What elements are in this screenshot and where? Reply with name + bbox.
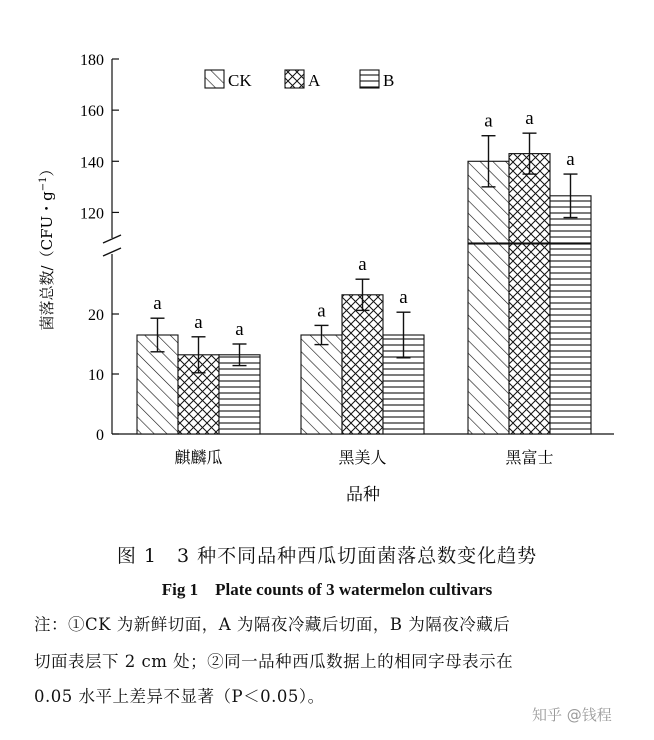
significance-label: a [399,287,408,309]
y-axis [103,59,121,434]
legend-item [360,70,394,90]
y-tick-label: 0 [96,427,104,444]
bars [137,108,591,434]
legend [205,70,394,90]
significance-label: a [566,149,575,171]
y-tick-label: 120 [80,205,104,223]
x-tick-labels [174,448,553,467]
figure-caption-chinese: 图 1 3 种不同品种西瓜切面菌落总数变化趋势 [116,545,538,567]
note-line-2: 切面表层下 2 cm 处；②同一品种西瓜数据上的相同字母表示在 [34,652,514,671]
significance-label: a [525,108,534,130]
legend-swatch [285,70,304,88]
y-axis-label: 菌落总数/（CFU・$g^{-1}$） [38,161,56,331]
bar [219,355,260,434]
legend-swatch [360,70,379,88]
bar-lower-part [468,244,509,434]
bar [342,295,383,434]
significance-label: a [484,110,493,132]
legend-item [285,70,321,90]
y-tick-label: 160 [80,103,104,121]
bar-lower-part [550,244,591,434]
y-tick-label: 180 [80,52,104,69]
note-line-1: 注：①CK 为新鲜切面，A 为隔夜冷藏后切面，B 为隔夜冷藏后 [34,615,511,634]
y-tick-label: 10 [88,367,104,384]
x-tick-label: 麒麟瓜 [174,448,223,467]
x-tick-label: 黑美人 [338,448,387,467]
legend-swatch [205,70,224,88]
significance-label: a [153,293,162,315]
y-tick-label: 20 [88,307,104,324]
x-tick-label: 黑富士 [505,448,554,467]
significance-label: a [358,254,367,276]
legend-label: B [383,71,395,90]
y-ticks [80,52,119,444]
significance-label: a [235,319,244,340]
bar [301,335,342,434]
x-axis-label: 品种 [346,485,380,505]
legend-item [205,70,252,90]
significance-label: a [194,311,203,333]
significance-label: a [317,300,326,322]
watermark: 知乎 @钱程 [532,706,612,724]
note-line-3: 0.05 水平上差异不显著（P＜0.05）。 [34,687,325,706]
y-tick-label: 140 [80,154,104,172]
bar-lower-part [509,244,550,434]
legend-label: A [308,71,321,90]
axis-break-mark [103,235,121,256]
figure-caption-english: Fig 1 Plate counts of 3 watermelon cultivars [161,580,493,599]
legend-label: CK [228,71,252,90]
